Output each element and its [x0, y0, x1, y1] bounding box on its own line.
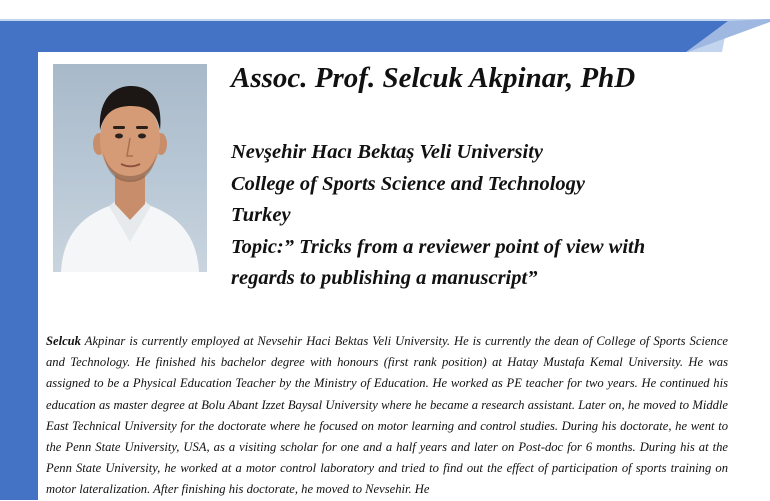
- university-name: Nevşehir Hacı Bektaş Veli University: [231, 141, 544, 163]
- bio-lead-name: Selcuk: [46, 334, 81, 348]
- college-name: College of Sports Science and Technology: [231, 172, 585, 195]
- speaker-photo: [53, 64, 207, 272]
- talk-topic: Topic:” Tricks from a reviewer point of view with regards to publishing a manuscript”: [231, 235, 646, 289]
- speaker-name: Assoc. Prof. Selcuk Akpinar, PhD: [231, 62, 636, 94]
- speaker-affiliation: [231, 137, 711, 295]
- country-name: Turkey: [231, 204, 291, 226]
- bio-text: Akpinar is currently employed at Nevsehir Haci Bektas Veli University. He is currently the dean of College of Sports Science and Technology. He finished his bachelor degree with honours (first rank position) at Hatay Mustafa Kemal University. He was assigned to be a Physical Education Teacher by the Ministry of Education. He worked as PE teacher for two years. He continued his education as master degree at Bolu Abant Izzet Baysal University where he became a research assistant. Later on, he moved to Middle East Technical University for the doctorate where he focused on motor learning and control studies. During his doctorate, he went to the Penn State University, USA, as a visiting scholar for one and a half years and later on Post-doc for 6 months. During his at the Penn State University, he worked at a motor control laboratory and tried to find out the effect of participation of sports training on motor lateralization. After finishing his doctorate, he moved to Nevsehir. He: [46, 334, 728, 497]
- speaker-bio: [46, 331, 728, 501]
